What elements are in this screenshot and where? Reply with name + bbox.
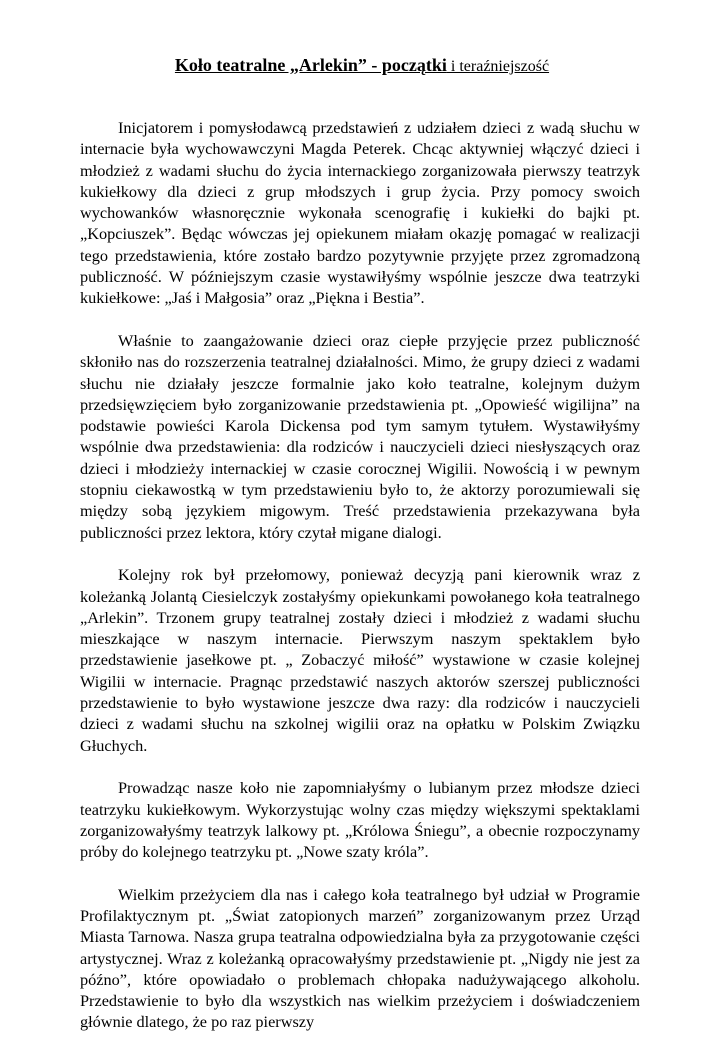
document-body <box>80 117 640 1054</box>
paragraph-4: Prowadząc nasze koło nie zapomniałyśmy o lubianym przez młodsze dzieci teatrzyku kukiełkowym. Wykorzystując wolny czas między większymi spektaklami zorganizowałyśmy teatrzyk lalkowy pt. „Królowa Śniegu”, a obecnie rozpoczynamy próby do kolejnego teatrzyku pt. „Nowe szaty króla”. <box>80 778 640 862</box>
document-title <box>0 53 724 79</box>
paragraph-5: Wielkim przeżyciem dla nas i całego koła teatralnego był udział w Programie Profilaktycznym pt. „Świat zatopionych marzeń” zorganizowanym przez Urząd Miasta Tarnowa. Nasza grupa teatralna odpowiedzialna była za przygotowanie części artystycznej. Wraz z koleżanką opracowałyśmy przedstawienie pt. „Nigdy nie jest za późno”, które opowiadało o problemach chłopaka nadużywającego alkoholu. Przedstawienie to było dla wszystkich nas wielkim przeżyciem i doświadczeniem głównie dlatego, że po raz pierwszy <box>80 884 640 1032</box>
paragraph-2: Właśnie to zaangażowanie dzieci oraz ciepłe przyjęcie przez publiczność skłoniło nas do rozszerzenia teatralnej działalności. Mimo, że grupy dzieci z wadami słuchu nie działały jeszcze formalnie jako koło teatralne, kolejnym dużym przedsięwzięciem było zorganizowanie przedstawienia pt. „Opowieść wigilijna” na podstawie powieści Karola Dickensa pod tym samym tytułem. Wystawiłyśmy wspólnie dwa przedstawienia: dla rodziców i nauczycieli dzieci niesłyszących oraz dzieci i młodzieży internackiej w czasie corocznej Wigilii. Nowością i w pewnym stopniu ciekawostką w tym przedstawieniu było to, że aktorzy porozumiewali się między sobą językiem migowym. Treść przedstawienia przekazywana była publiczności przez lektora, który czytał migane dialogi. <box>80 330 640 542</box>
title-main: Koło teatralne „Arlekin” - początki <box>174 55 447 75</box>
paragraph-1: Inicjatorem i pomysłodawcą przedstawień z udziałem dzieci z wadą słuchu w internacie była wychowawczyni Magda Peterek. Chcąc aktywniej włączyć dzieci i młodzież z wadami słuchu do życia internackiego zorganizowała pierwszy teatrzyk kukiełkowy dla dzieci z grup młodszych i grup życia. Przy pomocy swoich wychowanków własnoręcznie wykonała scenografię i kukiełki do bajki pt. „Kopciuszek”. Będąc wówczas jej opiekunem miałam okazję pomagać w realizacji tego przedstawienia, które zostało bardzo pozytywnie przyjęte przez zgromadzoną publiczność. W późniejszym czasie wystawiłyśmy wspólnie jeszcze dwa teatrzyki kukiełkowe: „Jaś i Małgosia” oraz „Piękna i Bestia”. <box>80 118 640 308</box>
title-subtitle: i teraźniejszość <box>446 58 550 75</box>
paragraph-3: Kolejny rok był przełomowy, ponieważ decyzją pani kierownik wraz z koleżanką Jolantą Ciesielczyk zostałyśmy opiekunkami powołanego koła teatralnego „Arlekin”. Trzonem grupy teatralnej zostały dzieci i młodzież z wadami słuchu mieszkające w naszym internacie. Pierwszym naszym spektaklem było przedstawienie jasełkowe pt. „ Zobaczyć miłość” wystawione w czasie kolejnej Wigilii w internacie. Pragnąc przedstawić naszych aktorów szerszej publiczności przedstawienie to było wystawione jeszcze dwa razy: dla rodziców i nauczycieli dzieci z wadami słuchu na szkolnej wigilii oraz na opłatku w Polskim Związku Głuchych. <box>80 565 640 755</box>
